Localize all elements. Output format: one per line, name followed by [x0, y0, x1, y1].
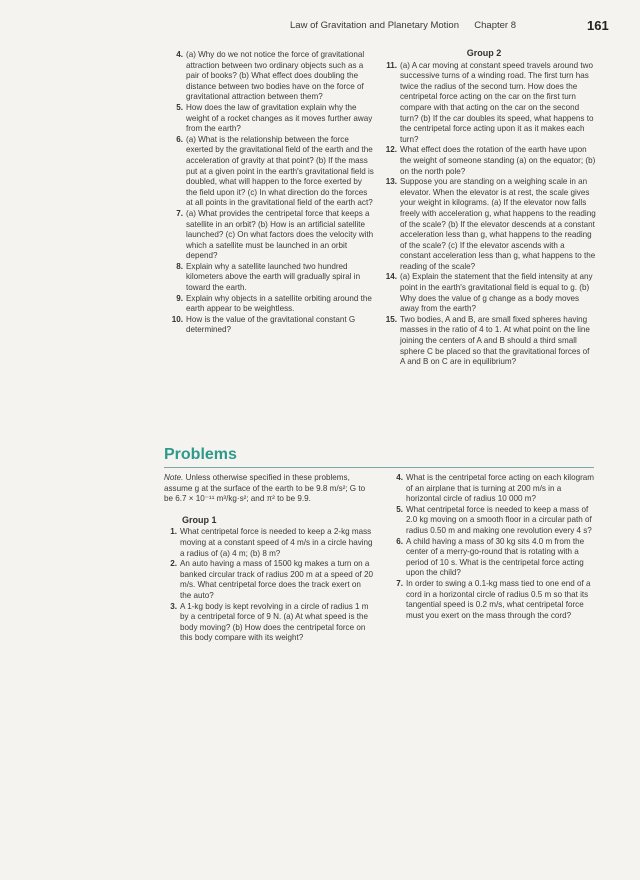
list-item [170, 294, 375, 315]
list-item [384, 315, 596, 368]
item-text: What centripetal force is needed to keep a 2-kg mass moving at a constant speed of 4 m/s in a circle having a radius of (a) 4 m; (b) 8 m? [180, 527, 373, 558]
item-text: How does the law of gravitation explain why the weight of a rocket changes as it moves further away from the earth? [186, 102, 373, 134]
item-number: 4. [176, 50, 183, 59]
item-text: What is the centripetal force acting on each kilogram of an airplane that is turning at 200 m/s in a horizontal circle of radius 10 000 m? [406, 473, 595, 504]
questions-left-list [170, 50, 375, 336]
problems-left-list [164, 527, 374, 644]
item-text: (a) Why do we not notice the force of gravitational attraction between two ordinary objects such as a pair of books? (b) What effect does doubling the distance between two bodies have on the force of gravitational attraction between them? [186, 50, 365, 102]
problems-note [164, 473, 374, 505]
group2-list [384, 61, 596, 368]
list-item [390, 537, 596, 579]
problems-title: Problems [164, 446, 237, 463]
list-item [170, 103, 375, 135]
list-item [390, 505, 596, 537]
item-text: (a) What is the relationship between the force exerted by the gravitational field of the earth and the acceleration of gravity at that point? (b) If the mass put at a given point in the earth's gravitational field is doubled, what will happen to the force exerted by the field upon it? (c) In what direction do the forces at all points in the gravitational field of the earth act? [186, 134, 374, 208]
page-number: 161 [587, 18, 609, 33]
item-text: (a) A car moving at constant speed travels around two successive turns of a winding road. The first turn has twice the radius of the second turn. How does the centripetal force acting on the car on the first turn compare with that acting on the car on the second turn? (b) If the car doubles its speed, what happens to the centripetal force acting upon it as it makes each turn? [400, 60, 594, 144]
item-text: (a) Explain the statement that the field intensity at any point in the earth's gravitational field is equal to g. (b) Why does the value of g change as a body moves away from the earth? [400, 272, 593, 314]
item-text: An auto having a mass of 1500 kg makes a turn on a banked circular track of radius 200 m at a speed of 20 m/s. What centripetal force does the track exert on the auto? [180, 559, 374, 600]
note-label: Note. [164, 473, 184, 482]
problems-divider [164, 467, 594, 468]
list-item [164, 602, 374, 644]
item-number: 4. [396, 473, 403, 482]
problems-right-column [390, 473, 596, 621]
group2-heading: Group 2 [466, 48, 502, 58]
item-number: 1. [170, 527, 177, 537]
list-item [384, 272, 596, 314]
item-number: 12. [385, 145, 397, 155]
list-item [164, 559, 374, 601]
list-item [384, 61, 596, 146]
list-item [164, 527, 374, 559]
list-item [390, 473, 596, 505]
item-number: 6. [396, 536, 403, 546]
item-number: 7. [396, 578, 403, 588]
problems-left-column [164, 473, 374, 644]
running-title: Law of Gravitation and Planetary Motion [290, 20, 459, 31]
note-text: Unless otherwise specified in these problems, assume g at the surface of the earth to be 9.8 m/s²; G to be 6.7 × 10⁻¹¹ m³/kg·s²; and π² to be 9.9. [164, 473, 366, 504]
item-text: A 1-kg body is kept revolving in a circle of radius 1 m by a centripetal force of 9 N. (a) At what speed is the body moving? (b) How does the centripetal force on this body compare with its weight? [180, 601, 369, 643]
list-item [384, 177, 596, 272]
list-item [384, 145, 596, 177]
item-text: How is the value of the gravitational constant G determined? [186, 314, 356, 335]
item-number: 6. [176, 134, 183, 144]
group2-column [384, 48, 596, 368]
list-item [170, 262, 375, 294]
item-text: Explain why a satellite launched two hundred kilometers above the earth will gradually spiral in toward the earth. [186, 261, 361, 293]
list-item [170, 315, 375, 336]
item-number: 15. [385, 314, 397, 324]
item-text: A child having a mass of 30 kg sits 4.0 m from the center of a merry-go-round that is rotating with a period of 10 s. What is the centripetal force acting upon the child? [406, 536, 585, 578]
item-number: 2. [170, 559, 177, 569]
list-item [170, 50, 375, 103]
item-text: Explain why objects in a satellite orbiting around the earth appear to be weightless. [186, 293, 372, 314]
questions-left-column [170, 50, 375, 336]
list-item [170, 135, 375, 209]
item-number: 10. [171, 314, 183, 324]
item-text: What centripetal force is needed to keep a mass of 2.0 kg moving on a smooth floor in a circular path of radius 0.50 m and making one revolution every 4 s? [406, 504, 592, 535]
item-number: 5. [396, 504, 403, 514]
item-number: 7. [176, 208, 183, 218]
problems-right-list [390, 473, 596, 621]
item-number: 9. [176, 293, 183, 303]
item-text: Two bodies, A and B, are small fixed spheres having masses in the ratio of 4 to 1. At what point on the line joining the centers of A and B should a third small sphere C be placed so that the gravitational forces of A and B on C are in equilibrium? [400, 314, 590, 367]
item-text: (a) What provides the centripetal force that keeps a satellite in an orbit? (b) How is an artificial satellite launched? (c) On what factors does the velocity with which a satellite must be launched in an orbit depend? [186, 208, 374, 261]
chapter-label: Chapter 8 [474, 20, 516, 31]
item-number: 14. [385, 272, 397, 282]
list-item [390, 579, 596, 621]
item-number: 11. [386, 60, 397, 70]
list-item [170, 209, 375, 262]
item-number: 5. [176, 102, 183, 112]
item-text: Suppose you are standing on a weighing scale in an elevator. When the elevator is at rest, the scale gives your weight in kilograms. (a) If the elevator now falls freely with acceleration g, what happens to the reading of the scale? (b) If the elevator descends at a constant acceleration less than g, what happens to the reading of the scale? (c) If the elevator ascends with a constant acceleration less than g, what happens to the reading of the scale? [400, 177, 596, 271]
item-number: 3. [170, 601, 177, 611]
item-text: In order to swing a 0.1-kg mass tied to one end of a cord in a horizontal circle of radius 0.5 m so that its tangential speed is 0.2 m/s, what centripetal force must you exert on the mass through the cord? [406, 578, 591, 620]
group1-heading: Group 1 [182, 514, 217, 525]
item-number: 8. [176, 261, 183, 271]
item-number: 13. [385, 177, 397, 187]
running-header [290, 20, 516, 31]
item-text: What effect does the rotation of the earth have upon the weight of someone standing (a) on the equator; (b) on the north pole? [400, 145, 596, 176]
